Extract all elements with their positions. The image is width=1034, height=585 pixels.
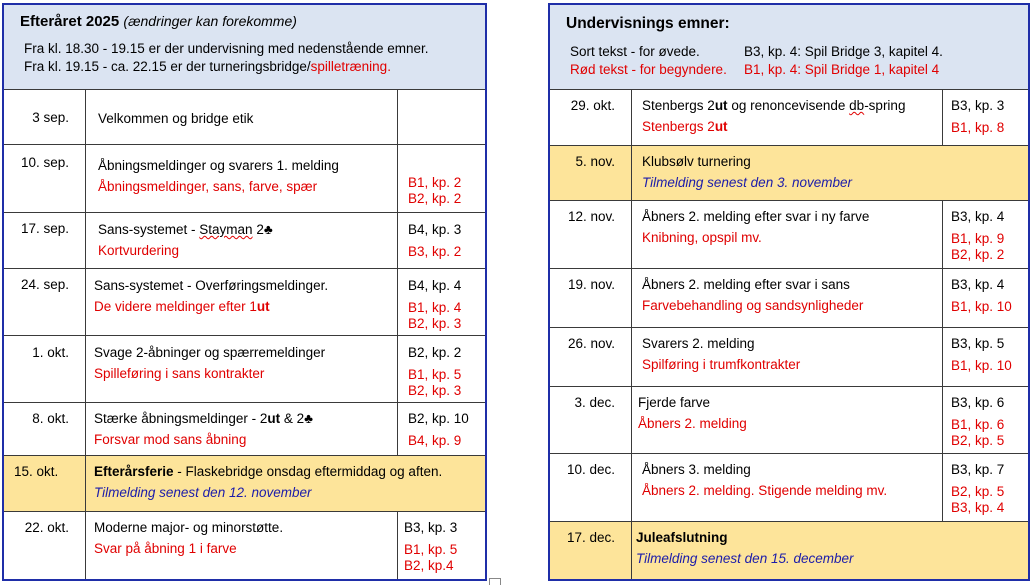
- row-date: 17. dec.: [550, 522, 632, 581]
- row-topic-main: Fjerde farve: [638, 395, 711, 410]
- table-row: [550, 454, 1028, 522]
- row-topic: [86, 456, 485, 511]
- intro-line-2: [20, 58, 469, 76]
- intro-line-1: Fra kl. 18.30 - 19.15 er der undervisning med nedenstående emner.: [24, 41, 429, 56]
- autumn-header: [4, 5, 485, 90]
- topic-part: Stenbergs 2: [642, 119, 715, 134]
- legend-ref: B3, kp. 4: Spil Bridge 3, kapitel 4.: [744, 44, 943, 59]
- table-row: [4, 90, 485, 145]
- row-refs: [397, 90, 485, 144]
- topic-part: Stayman: [199, 222, 253, 237]
- topics-header: [550, 5, 1028, 90]
- ref-red: B1, kp. 8: [951, 120, 1005, 135]
- row-topic-sub: Farvebehandling og sandsynligheder: [642, 298, 864, 313]
- row-date: 19. nov.: [550, 269, 632, 327]
- table-row: [550, 328, 1028, 387]
- row-refs: [942, 201, 1028, 268]
- ref-red: B3, kp. 4: [951, 500, 1005, 515]
- row-date: 5. nov.: [550, 146, 632, 200]
- topic-part: db: [849, 98, 865, 113]
- row-date: 24. sep.: [4, 269, 86, 335]
- topic-part: -spring: [864, 98, 906, 113]
- topic-part: Stærke åbningsmeldinger - 2: [94, 411, 268, 426]
- resize-handle[interactable]: [489, 578, 501, 585]
- intro-line-2-red: spilletræning.: [310, 59, 391, 74]
- legend-row-1: [566, 43, 1012, 61]
- row-date: 17. sep.: [4, 213, 86, 268]
- topic-part: ut: [256, 299, 270, 314]
- row-topic: [632, 201, 942, 268]
- row-refs: [942, 269, 1028, 327]
- ref-red: B1, kp. 10: [951, 299, 1012, 314]
- row-date: 3. dec.: [550, 387, 632, 453]
- ref-black: B3, kp. 3: [404, 520, 458, 535]
- topic-part: & 2♣: [280, 411, 313, 426]
- topic-part: Efterårsferie: [94, 464, 174, 479]
- row-topic: [86, 269, 397, 335]
- table-row: [550, 269, 1028, 328]
- row-topic-main: Åbners 3. melding: [642, 462, 751, 477]
- row-topic-main: [94, 408, 389, 429]
- ref-red: B2, kp. 3: [408, 316, 462, 331]
- row-topic: [86, 512, 397, 581]
- topic-part: Sans-systemet -: [98, 222, 200, 237]
- topics-panel: [548, 3, 1030, 581]
- ref-red: B4, kp. 9: [408, 433, 462, 448]
- row-topic-sub: Knibning, opspil mv.: [642, 230, 762, 245]
- row-date: 1. okt.: [4, 336, 86, 402]
- row-refs: [397, 512, 485, 581]
- topic-part: ut: [714, 119, 728, 134]
- row-topic-sub: Forsvar mod sans åbning: [94, 432, 247, 447]
- row-topic: [632, 328, 942, 386]
- row-topic-main: Svage 2-åbninger og spærremeldinger: [94, 345, 326, 360]
- ref-black: B3, kp. 4: [951, 277, 1005, 292]
- legend-label: Sort tekst - for øvede.: [570, 44, 700, 59]
- row-topic-sub: Svar på åbning 1 i farve: [94, 541, 237, 556]
- row-date: 12. nov.: [550, 201, 632, 268]
- topic-part: 2♣: [252, 222, 273, 237]
- row-topic-sub: Tilmelding senest den 3. november: [642, 175, 852, 190]
- row-topic: [632, 454, 942, 521]
- row-topic-main: Svarers 2. melding: [642, 336, 755, 351]
- row-topic-main: Sans-systemet - Overføringsmeldinger.: [94, 278, 329, 293]
- row-refs: [942, 328, 1028, 386]
- ref-red: B1, kp. 4: [408, 300, 462, 315]
- row-topic: [632, 90, 942, 145]
- ref-red: B2, kp. 2: [408, 191, 462, 206]
- topic-part: og renoncevisende: [727, 98, 850, 113]
- intro-line-2-black: Fra kl. 19.15 - ca. 22.15 er der turneringsbridge/: [24, 59, 311, 74]
- ref-red: B2, kp. 5: [951, 433, 1005, 448]
- table-row: [550, 201, 1028, 269]
- schedule-autumn-panel: [2, 3, 487, 581]
- row-topic-sub: Spilføring i trumfkontrakter: [642, 357, 801, 372]
- ref-black: B4, kp. 4: [408, 278, 462, 293]
- topic-part: Stenbergs 2: [642, 98, 715, 113]
- row-topic-main: Åbners 2. melding efter svar i ny farve: [642, 209, 870, 224]
- ref-red: B1, kp. 2: [408, 175, 462, 190]
- table-row: [4, 336, 485, 403]
- row-date: 15. okt.: [4, 456, 86, 511]
- row-topic-main: [94, 461, 477, 482]
- row-date: 26. nov.: [550, 328, 632, 386]
- row-date: 22. okt.: [4, 512, 86, 581]
- row-topic: [632, 269, 942, 327]
- row-topic-main: Juleafslutning: [636, 530, 728, 545]
- table-row: [4, 512, 485, 581]
- row-topic-main: Åbningsmeldinger og svarers 1. melding: [98, 158, 339, 173]
- table-row-highlight: [550, 146, 1028, 201]
- topic-part: De videre meldinger efter 1: [94, 299, 257, 314]
- ref-black: B2, kp. 10: [408, 411, 469, 426]
- ref-black: B3, kp. 3: [951, 98, 1005, 113]
- ref-red: B3, kp. 2: [408, 244, 462, 259]
- row-refs: [942, 387, 1028, 453]
- topic-part: ut: [714, 98, 728, 113]
- table-row: [550, 90, 1028, 146]
- row-topic: [86, 145, 397, 212]
- legend-label: Rød tekst - for begyndere.: [570, 62, 727, 77]
- row-refs: [397, 403, 485, 455]
- ref-red: B1, kp. 6: [951, 417, 1005, 432]
- row-refs: [397, 145, 485, 212]
- table-row: [4, 269, 485, 336]
- row-topic-sub: Kortvurdering: [98, 243, 180, 258]
- ref-red: B1, kp. 9: [951, 231, 1005, 246]
- ref-red: B1, kp. 5: [404, 542, 458, 557]
- row-date: 10. sep.: [4, 145, 86, 212]
- row-refs: [397, 269, 485, 335]
- row-refs: [397, 213, 485, 268]
- row-topic-main: Klubsølv turnering: [642, 154, 751, 169]
- autumn-subtitle: (ændringer kan forekomme): [123, 13, 297, 29]
- row-topic-main: Åbners 2. melding efter svar i sans: [642, 277, 850, 292]
- row-topic-sub: Åbners 2. melding: [638, 416, 747, 431]
- row-topic-sub: [642, 116, 934, 137]
- row-topic: [86, 336, 397, 402]
- row-topic: [632, 387, 942, 453]
- row-topic-sub: [94, 296, 389, 317]
- row-refs: [942, 90, 1028, 145]
- ref-red: B1, kp. 5: [408, 367, 462, 382]
- row-topic-sub: Spilleføring i sans kontrakter: [94, 366, 265, 381]
- row-topic-main: Moderne major- og minorstøtte.: [94, 520, 284, 535]
- ref-black: B2, kp. 2: [408, 345, 462, 360]
- row-topic-sub: Tilmelding senest den 12. november: [94, 485, 312, 500]
- row-topic: [632, 522, 1028, 581]
- row-topic: [632, 146, 1028, 200]
- ref-red: B2, kp. 5: [951, 484, 1005, 499]
- row-topic: Velkommen og bridge etik: [98, 111, 254, 126]
- legend-ref: B1, kp. 4: Spil Bridge 1, kapitel 4: [744, 62, 940, 77]
- ref-red: B2, kp.4: [404, 558, 454, 573]
- row-topic: [86, 403, 397, 455]
- row-topic-main: [98, 219, 389, 240]
- ref-black: B3, kp. 6: [951, 395, 1005, 410]
- row-refs: [942, 454, 1028, 521]
- row-refs: [397, 336, 485, 402]
- row-topic-sub: Åbners 2. melding. Stigende melding mv.: [642, 483, 888, 498]
- row-topic-sub: Tilmelding senest den 15. december: [636, 551, 854, 566]
- ref-black: B4, kp. 3: [408, 222, 462, 237]
- row-date: 3 sep.: [4, 90, 86, 144]
- table-row: [4, 403, 485, 456]
- legend-row-2: [566, 61, 1012, 79]
- row-topic-main: [642, 95, 934, 116]
- table-row-highlight: [550, 522, 1028, 581]
- autumn-title: [20, 13, 469, 30]
- topics-title: Undervisnings emner:: [566, 15, 730, 32]
- row-topic-sub: Åbningsmeldinger, sans, farve, spær: [98, 179, 318, 194]
- row-date: 8. okt.: [4, 403, 86, 455]
- ref-red: B2, kp. 2: [951, 247, 1005, 262]
- ref-black: B3, kp. 4: [951, 209, 1005, 224]
- row-topic: [86, 213, 397, 268]
- topic-part: ut: [267, 411, 281, 426]
- table-row: [550, 387, 1028, 454]
- table-row-highlight: [4, 456, 485, 512]
- ref-black: B3, kp. 5: [951, 336, 1005, 351]
- table-row: [4, 145, 485, 213]
- ref-red: B1, kp. 10: [951, 358, 1012, 373]
- topic-part: - Flaskebridge onsdag eftermiddag og aften.: [173, 464, 443, 479]
- row-date: 10. dec.: [550, 454, 632, 521]
- ref-black: B3, kp. 7: [951, 462, 1005, 477]
- row-date: 29. okt.: [550, 90, 632, 145]
- ref-red: B2, kp. 3: [408, 383, 462, 398]
- autumn-title-text: Efteråret 2025: [20, 13, 120, 30]
- table-row: [4, 213, 485, 269]
